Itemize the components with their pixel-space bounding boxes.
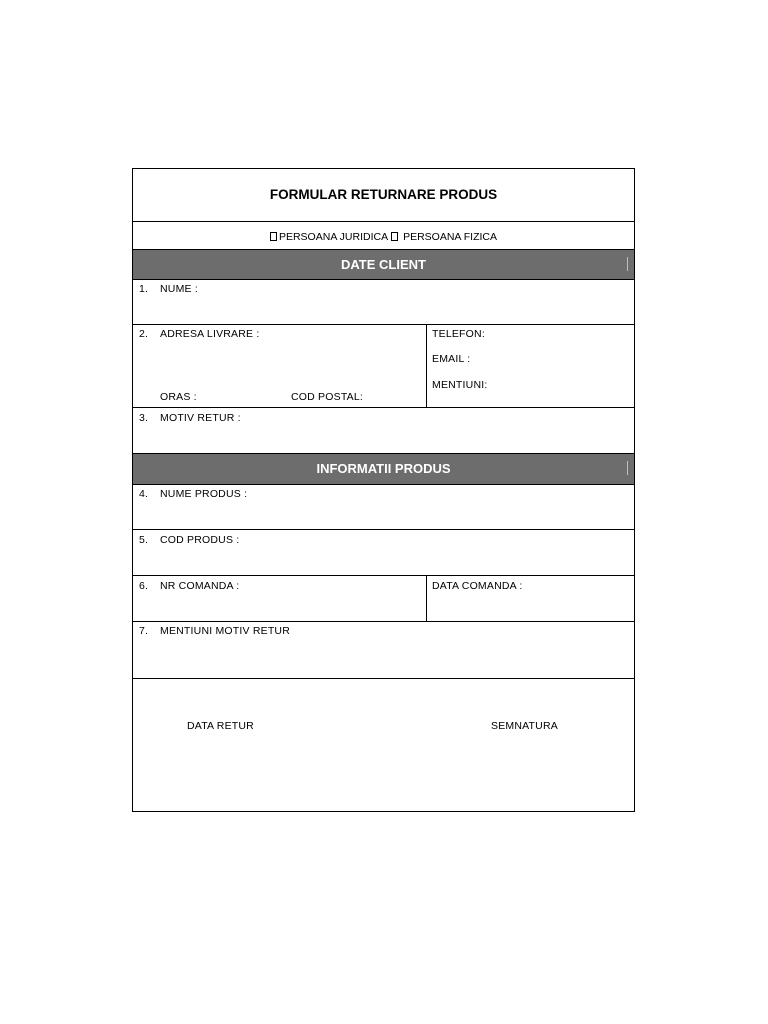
divider [133,484,634,485]
label-mentiuni: MENTIUNI: [432,379,488,391]
row-number-3: 3. [139,412,149,424]
label-motiv-retur: MOTIV RETUR : [160,412,241,424]
label-nr-comanda: NR COMANDA : [160,580,240,592]
label-adresa-livrare: ADRESA LIVRARE : [160,328,260,340]
divider [133,279,634,280]
divider [133,678,634,679]
divider [133,324,634,325]
label-nume: NUME : [160,283,198,295]
row-number-5: 5. [139,534,149,546]
row-number-2: 2. [139,328,149,340]
section-informatii-produs [133,454,634,484]
section-marker [627,257,628,271]
label-cod-produs: COD PRODUS : [160,534,240,546]
row-number-6: 6. [139,580,149,592]
checkbox-persoana-fizica[interactable] [391,232,398,241]
label-oras: ORAS : [160,391,197,403]
label-data-comanda: DATA COMANDA : [432,580,523,592]
section-date-client [133,250,634,279]
label-email: EMAIL : [432,353,471,365]
row-number-7: 7. [139,625,149,637]
section-informatii-produs-label: INFORMATII PRODUS [316,461,451,476]
label-data-retur: DATA RETUR [187,720,254,732]
label-persoana-juridica: PERSOANA JURIDICA [278,230,389,243]
form-title: FORMULAR RETURNARE PRODUS [269,187,498,202]
label-persoana-fizica: PERSOANA FIZICA [403,230,498,243]
row-number-1: 1. [139,283,149,295]
divider [133,221,634,222]
section-date-client-label: DATE CLIENT [341,257,426,272]
divider [133,529,634,530]
label-semnatura: SEMNATURA [491,720,558,732]
column-divider [426,324,427,407]
label-nume-produs: NUME PRODUS : [160,488,248,500]
return-form [132,168,635,812]
column-divider [426,575,427,621]
label-telefon: TELEFON: [432,328,485,340]
section-marker [627,461,628,475]
divider [133,407,634,408]
row-number-4: 4. [139,488,149,500]
label-mentiuni-motiv-retur: MENTIUNI MOTIV RETUR [160,625,290,637]
divider [133,621,634,622]
checkbox-persoana-juridica[interactable] [270,232,277,241]
label-cod-postal: COD POSTAL: [291,391,364,403]
person-type-row [133,224,634,249]
divider [133,575,634,576]
